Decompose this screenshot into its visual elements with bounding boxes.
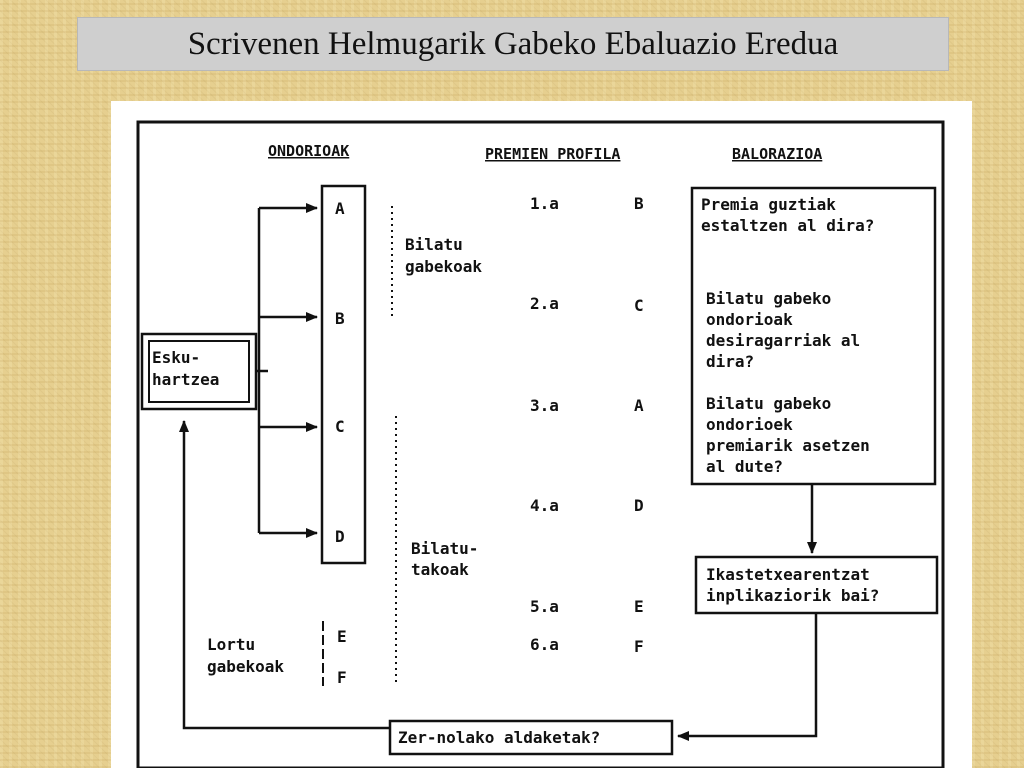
- evaluation-model-diagram: [111, 101, 972, 768]
- need-6: 6.a: [530, 635, 559, 654]
- group-lortu-gabekoak-line1: Lortu: [207, 635, 256, 654]
- header-ondorioak: ONDORIOAK: [268, 142, 350, 160]
- scanned-diagram-page: [111, 101, 972, 768]
- group-lortu-gabekoak-line2: gabekoak: [207, 657, 285, 676]
- slide-title-bar: [77, 17, 949, 71]
- question-2-line4: dira?: [706, 352, 755, 371]
- question-2-line1: Bilatu gabeko: [706, 289, 832, 308]
- question-3-line2: ondorioek: [706, 415, 793, 434]
- need-1-outcome: B: [634, 194, 644, 213]
- outcome-f: F: [337, 668, 347, 687]
- outcome-e: E: [337, 627, 347, 646]
- question-2-line2: ondorioak: [706, 310, 793, 329]
- group-bilatu-gabekoak-line1: Bilatu: [405, 235, 463, 254]
- group-bilatutakoak-line2: takoak: [411, 560, 469, 579]
- need-5-outcome: E: [634, 597, 644, 616]
- question-3-line3: premiarik asetzen: [706, 436, 870, 455]
- need-2-outcome: C: [634, 296, 644, 315]
- question-3-line4: al dute?: [706, 457, 784, 476]
- need-3: 3.a: [530, 396, 559, 415]
- need-5: 5.a: [530, 597, 559, 616]
- slide-title: Scrivenen Helmugarik Gabeko Ebaluazio Eredua: [187, 25, 839, 62]
- outcome-b: B: [335, 309, 345, 328]
- changes-label: Zer-nolako aldaketak?: [398, 728, 601, 747]
- intervention-label-line1: Esku-: [152, 348, 201, 367]
- header-balorazioa: BALORAZIOA: [732, 145, 823, 163]
- outcome-a: A: [335, 199, 345, 218]
- feedback-line-left: [184, 421, 390, 728]
- feedback-line-right: [678, 613, 816, 736]
- question-1-line2: estaltzen al dira?: [701, 216, 875, 235]
- need-6-outcome: F: [634, 637, 644, 656]
- outcome-d: D: [335, 527, 345, 546]
- question-2-line3: desiragarriak al: [706, 331, 861, 350]
- implications-line1: Ikastetxearentzat: [706, 565, 870, 584]
- group-bilatu-gabekoak-line2: gabekoak: [405, 257, 483, 276]
- intervention-label-line2: hartzea: [152, 370, 220, 389]
- outcome-c: C: [335, 417, 345, 436]
- need-3-outcome: A: [634, 396, 644, 415]
- question-1-line1: Premia guztiak: [701, 195, 836, 214]
- group-bilatutakoak-line1: Bilatu-: [411, 539, 479, 558]
- implications-line2: inplikaziorik bai?: [706, 586, 880, 605]
- question-3-line1: Bilatu gabeko: [706, 394, 832, 413]
- need-4-outcome: D: [634, 496, 644, 515]
- need-4: 4.a: [530, 496, 559, 515]
- outcomes-box: [322, 186, 365, 563]
- header-premien-profila: PREMIEN PROFILA: [485, 145, 621, 163]
- need-2: 2.a: [530, 294, 559, 313]
- need-1: 1.a: [530, 194, 559, 213]
